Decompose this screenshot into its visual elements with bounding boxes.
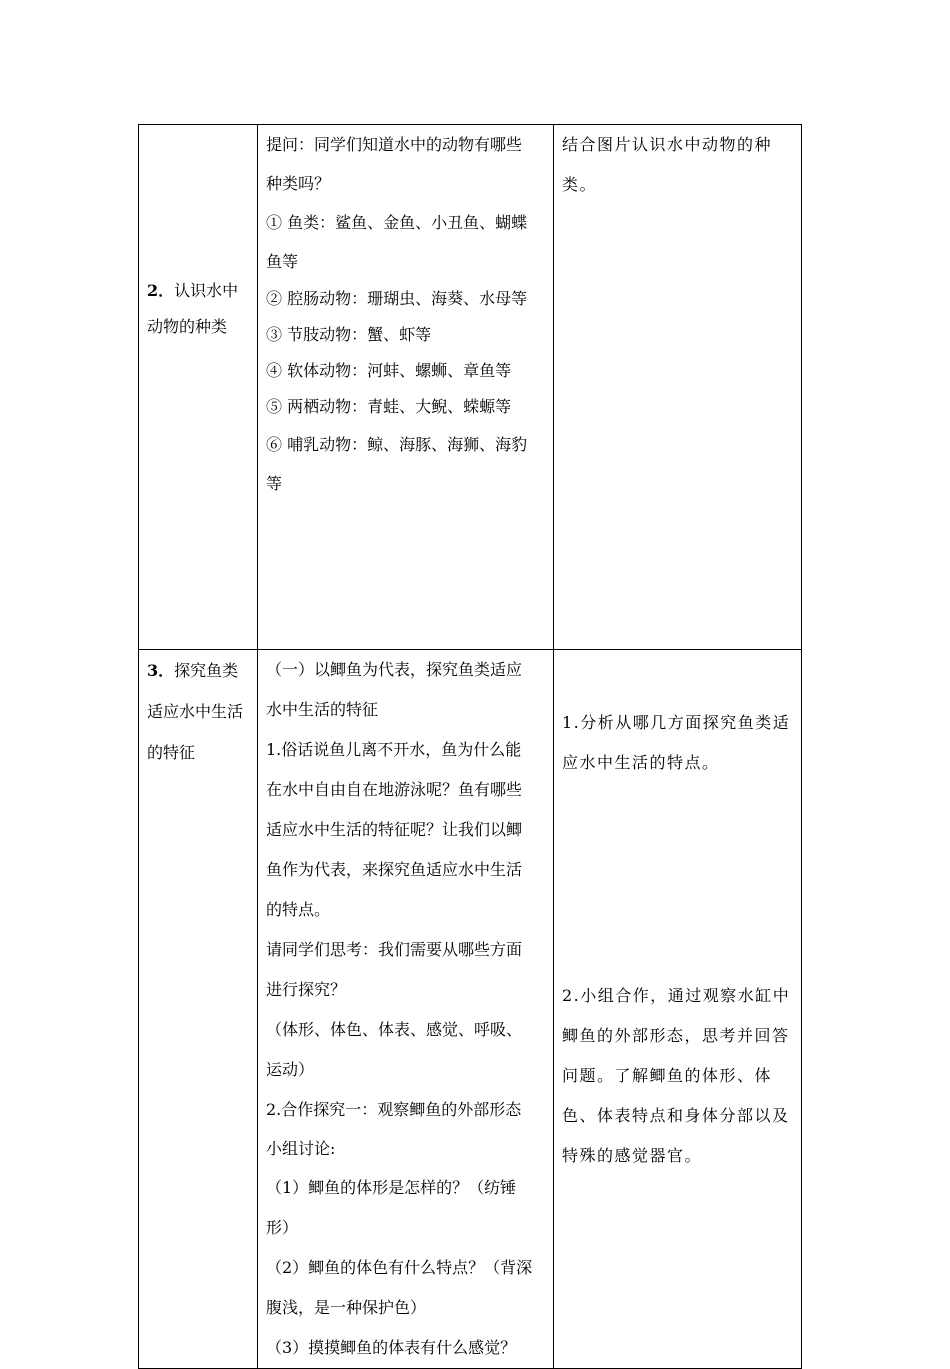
- text-line: 请同学们思考：我们需要从哪些方面: [266, 940, 523, 959]
- text-line: ④ 软体动物：河蚌、螺蛳、章鱼等: [266, 361, 512, 380]
- text-line: ② 腔肠动物：珊瑚虫、海葵、水母等: [266, 289, 528, 308]
- student-activity-block: [562, 703, 793, 783]
- text-line: 问题。了解鲫鱼的体形、体: [562, 1066, 773, 1085]
- student-activity-block: [562, 976, 793, 1176]
- text-line: 2.合作探究一：观察鲫鱼的外部形态: [266, 1100, 522, 1119]
- text-line: 在水中自由自在地游泳呢？鱼有哪些: [266, 780, 523, 799]
- text-line: 的特点。: [266, 900, 331, 919]
- text-line: 色、体表特点和身体分部以及: [562, 1106, 790, 1125]
- text-line: 运动）: [266, 1060, 315, 1079]
- section-heading-line: 的特征: [147, 743, 196, 762]
- text-line: 1.俗话说鱼儿离不开水，鱼为什么能: [266, 740, 522, 759]
- teacher-activity-cell: [258, 650, 554, 1369]
- text-line: 水中生活的特征: [266, 700, 379, 719]
- text-line: ① 鱼类：鲨鱼、金鱼、小丑鱼、蝴蝶: [266, 213, 528, 232]
- text-line: （1）鲫鱼的体形是怎样的？（纺锤: [266, 1178, 517, 1197]
- table-row: [139, 650, 802, 1369]
- text-line: ⑥ 哺乳动物：鲸、海豚、海狮、海豹: [266, 435, 528, 454]
- text-line: 提问：同学们知道水中的动物有哪些: [266, 135, 523, 154]
- teacher-activity-cell: [258, 125, 554, 650]
- text-line: 2.小组合作，通过观察水缸中: [562, 986, 791, 1005]
- section-heading-text: 探究鱼类: [174, 661, 239, 680]
- text-line: 进行探究？: [266, 980, 347, 999]
- section-heading-line: [147, 650, 249, 691]
- section-number: 3．: [147, 661, 175, 680]
- text-line: 应水中生活的特点。: [562, 753, 720, 772]
- lesson-plan-table: [138, 124, 802, 1369]
- text-line: 腹浅，是一种保护色）: [266, 1298, 427, 1317]
- text-line: （3）摸摸鲫鱼的体表有什么感觉？: [266, 1338, 517, 1357]
- text-line: 等: [266, 474, 283, 493]
- section-heading-line: [147, 273, 249, 309]
- text-line: 类。: [562, 175, 598, 194]
- text-line: 1.分析从哪几方面探究鱼类适: [562, 713, 791, 732]
- section-heading-line: 适应水中生活: [147, 702, 244, 721]
- section-heading-cell: [139, 125, 258, 650]
- text-line: 种类吗？: [266, 174, 331, 193]
- text-line: （2）鲫鱼的体色有什么特点？（背深: [266, 1258, 533, 1277]
- student-activity-cell: [554, 650, 802, 1369]
- student-activity-cell: [554, 125, 802, 650]
- text-line: ⑤ 两栖动物：青蛙、大鲵、蝾螈等: [266, 397, 512, 416]
- table-row: [139, 125, 802, 650]
- text-line: （体形、体色、体表、感觉、呼吸、: [266, 1020, 523, 1039]
- text-line: 鱼等: [266, 252, 299, 271]
- text-line: ③ 节肢动物：蟹、虾等: [266, 325, 432, 344]
- text-line: 结合图片认识水中动物的种: [562, 135, 773, 154]
- text-line: 鱼作为代表，来探究鱼适应水中生活: [266, 860, 523, 879]
- text-line: 形）: [266, 1218, 299, 1237]
- text-line: 适应水中生活的特征呢？让我们以鲫: [266, 820, 523, 839]
- text-line: 特殊的感觉器官。: [562, 1146, 703, 1165]
- section-heading-text: 认识水中: [174, 281, 239, 300]
- section-number: 2．: [147, 281, 175, 300]
- text-line: 小组讨论:: [266, 1139, 336, 1158]
- section-heading-line: 动物的种类: [147, 317, 228, 336]
- text-line: 鲫鱼的外部形态，思考并回答: [562, 1026, 790, 1045]
- section-heading-cell: [139, 650, 258, 1369]
- text-line: （一）以鲫鱼为代表，探究鱼类适应: [266, 660, 523, 679]
